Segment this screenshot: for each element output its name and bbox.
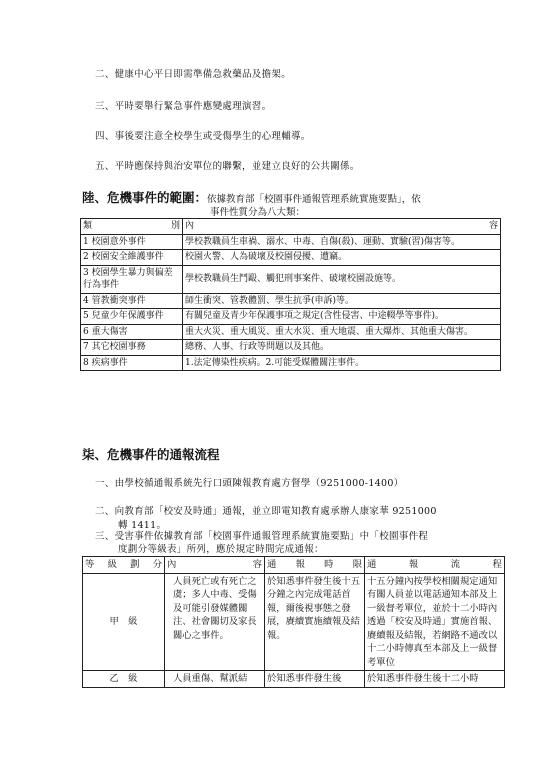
header-content: 內 容: [165, 557, 265, 574]
table-row: [81, 234, 501, 250]
row-category: 6 重大傷害: [81, 324, 183, 340]
table-row: [81, 250, 501, 266]
row-level: 甲 級: [83, 573, 165, 671]
row-time-limit: 於知悉事件發生後: [265, 671, 365, 688]
row-category: 4 管教衝突事件: [81, 293, 183, 309]
row-content: 人員重傷、幫派結: [165, 671, 265, 688]
section7-title: 柒、危機事件的通報流程: [82, 447, 220, 462]
row-content: 總務、人事、行政等問題以及其他。: [183, 340, 501, 356]
notify-item1: 一、由學校循通報系統先行口頭陳報教育處方督學（9251000-1400）: [95, 478, 404, 489]
table-row: [81, 355, 501, 371]
section6-note2: 事件性質分為八大類：: [210, 207, 306, 218]
row-content: 重大火災、重大風災、重大水災、重大地震、重大爆炸、其他重大傷害。: [183, 324, 501, 340]
header-content: 內 容: [183, 219, 501, 235]
row-category: 7 其它校園事務: [81, 340, 183, 356]
table-row: [81, 265, 501, 293]
notify-item3-line2: 度劃分等級表」所列，應於規定時間完成通報：: [118, 544, 324, 555]
header-category: 類 別: [81, 219, 183, 235]
row-category: 3 校園學生暴力與偏差行為事件: [81, 265, 183, 293]
row-content: 1.法定傳染性疾病。2.可能受媒體關注事件。: [183, 355, 501, 371]
table-row: [81, 293, 501, 309]
row-process: 於知悉事件發生後十二小時: [365, 671, 505, 688]
row-content: 有關兒童及青少年保護事項之規定(含性侵害、中途輟學等事件)。: [183, 309, 501, 325]
item-counseling: 四、事後要注意全校學生或受傷學生的心理輔導。: [95, 131, 311, 142]
table-row: [83, 573, 505, 671]
row-content: 學校教職員生車禍、溺水、中毒、自傷(殺)、運動、實驗(習)傷害等。: [183, 234, 501, 250]
row-content: 師生衝突、管教體罰、學生抗爭(申訴)等。: [183, 293, 501, 309]
section6-note1: 依據教育部「校園事件通報管理系統實施要點」，依: [207, 194, 421, 205]
item-public-relations: 五、平時應保持與治安單位的聯繫，並建立良好的公共關係。: [95, 161, 360, 172]
row-content: 學校教職員生鬥毆、觸犯刑事案件、破壞校園設施等。: [183, 265, 501, 293]
header-time-limit: 通 報 時 限: [265, 557, 365, 574]
header-level: 等 級 劃 分: [83, 557, 165, 574]
header-process: 通 報 流 程: [365, 557, 505, 574]
crisis-category-table: [80, 218, 501, 371]
notify-item2-line1: 二、向教育部「校安及時通」通報，並立即電知教育處承辦人康家華 9251000: [95, 506, 437, 517]
table-row: [81, 309, 501, 325]
table-row: [81, 340, 501, 356]
row-content: 校園火警、人為破壞及校園侵擾、遭竊。: [183, 250, 501, 266]
row-category: 2 校園安全維護事件: [81, 250, 183, 266]
section6-title: 陸、危機事件的範圍：: [82, 190, 208, 205]
row-category: 8 疾病事件: [81, 355, 183, 371]
row-level: 乙 級: [83, 671, 165, 688]
notify-item2-line2: 轉 1411。: [118, 520, 167, 531]
table-header-row: [81, 219, 501, 235]
item-drill: 三、平時要舉行緊急事件應變處理演習。: [95, 101, 272, 112]
row-process: 十五分鐘內按學校相關規定通知有關人員並以電話通知本部及上一級督考單位，並於十二小時內透過「校安及時通」實施首報、賡續報及結報，若網路不通改以十二小時傳真至本部及上一級督考單位: [365, 573, 505, 671]
table-row: [83, 671, 505, 688]
row-category: 1 校園意外事件: [81, 234, 183, 250]
table-row: [81, 324, 501, 340]
table-header-row: [83, 557, 505, 574]
item-health-center: 二、健康中心平日即需準備急救藥品及擔架。: [95, 69, 292, 80]
notification-level-table: [82, 556, 505, 688]
row-content: 人員死亡或有死亡之虞；多人中毒、受傷及可能引發媒體關注、社會關切及家長關心之事件。: [165, 573, 265, 671]
row-time-limit: 於知悉事件發生後十五分鐘之內完成電話首報，爾後視事態之發展，賡續實施續報及結報。: [265, 573, 365, 671]
row-category: 5 兒童少年保護事件: [81, 309, 183, 325]
notify-item3-line1: 三、受害事件依據教育部「校園事件通報管理系統實施要點」中「校園事件程: [95, 531, 429, 542]
